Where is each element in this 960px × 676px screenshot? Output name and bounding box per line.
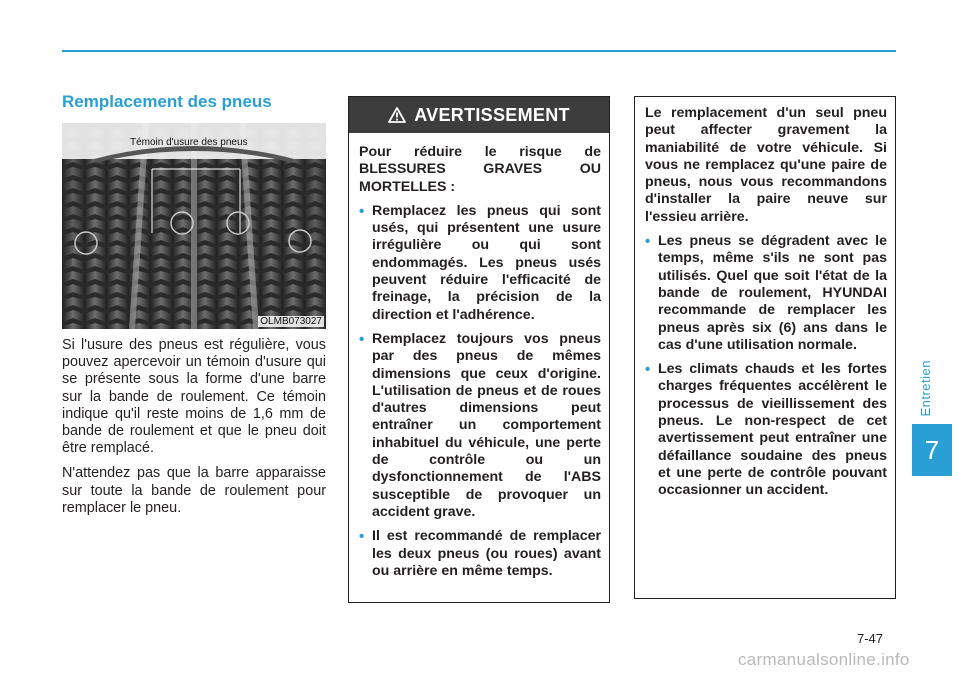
- chapter-number-tab: 7: [912, 424, 952, 476]
- bullet-icon: •: [645, 233, 651, 251]
- warning-bullet-text: Les pneus se dégradent avec le temps, même s'ils ne sont pas utilisés. Quel que soit l'état de la bande de roulement, HYUNDAI recommande de remplacer les pneus après six (6) ans dans le cas d'une utilisation normale.: [658, 233, 887, 353]
- warning-bullet-list: [359, 203, 601, 580]
- warning-continued-intro: Le remplacement d'un seul pneu peut affecter gravement la maniabilité de votre véhicule. Si vous ne remplacez qu'une paire de pneus, nous vous recommandons d'installer la paire neuve sur l'essieu arrière.: [645, 105, 887, 225]
- warning-box: [348, 96, 610, 603]
- section-title: Remplacement des pneus: [62, 92, 272, 111]
- warning-bullet: [645, 233, 887, 354]
- body-text: [62, 337, 326, 525]
- figure-code: OLMB073027: [260, 316, 322, 327]
- page-number: 7-47: [857, 631, 884, 646]
- warning-bullet: [359, 528, 601, 580]
- warning-bullet-list: [645, 233, 887, 499]
- tire-tread-photo-icon: [62, 123, 326, 329]
- top-rule: [62, 50, 896, 52]
- bullet-icon: •: [645, 361, 651, 379]
- warning-bullet: [359, 203, 601, 324]
- chapter-side-label: Entretien: [918, 360, 933, 417]
- warning-intro: Pour réduire le risque de BLESSURES GRAVES OU MORTELLES :: [359, 144, 601, 195]
- warning-bullet-text: Remplacez les pneus qui sont usés, qui présentent une usure irrégulière ou qui sont endommagés. Les pneus usés peuvent réduire l'efficacité de freinage, la précision de la direction et l'adhérence.: [372, 202, 601, 323]
- warning-header: [349, 97, 609, 133]
- warning-bullet-text: Les climats chauds et les fortes charges fréquentes accélèrent le processus de vieillissement des pneus. Le non-respect de cet avertissement peut entraîner une défaillance soudaine des pneus et une perte de contrôle pouvant occasionner un accident.: [658, 361, 887, 499]
- warning-bullet-text: Il est recommandé de remplacer les deux pneus (ou roues) avant ou arrière en même temps.: [372, 528, 601, 579]
- body-paragraph: N'attendez pas que la barre apparaisse sur toute la bande de roulement pour remplacer le pneu.: [62, 465, 326, 516]
- bullet-icon: •: [359, 330, 365, 348]
- warning-bullet: [645, 361, 887, 499]
- warning-content-continued: [635, 97, 895, 500]
- bullet-icon: •: [359, 202, 365, 220]
- warning-box-continued: [634, 96, 896, 599]
- warning-bullet: [359, 331, 601, 521]
- bullet-icon: •: [359, 528, 365, 546]
- warning-bullet-text: Remplacez toujours vos pneus par des pneus de mêmes dimensions que ceux d'origine. L'utilisation de pneus et de roues d'autres dimensions peut entraîner un comportement inhabituel du véhicule, une perte de contrôle ou un dysfonctionnement de l'ABS susceptible de provoquer un accident grave.: [372, 330, 601, 520]
- warning-triangle-icon: [388, 107, 406, 123]
- figure-caption: Témoin d'usure des pneus: [130, 137, 248, 148]
- watermark: carmanualsonline.info: [738, 650, 910, 669]
- warning-content: [349, 133, 609, 580]
- body-paragraph: Si l'usure des pneus est régulière, vous pouvez apercevoir un témoin d'usure qui se présente sous la forme d'une barre sur la bande de roulement. Ce témoin indique qu'il reste moins de 1,6 mm de bande de roulement et que le pneu doit être remplacé.: [62, 337, 326, 457]
- warning-title: AVERTISSEMENT: [414, 104, 570, 125]
- tire-tread-figure: [62, 123, 326, 329]
